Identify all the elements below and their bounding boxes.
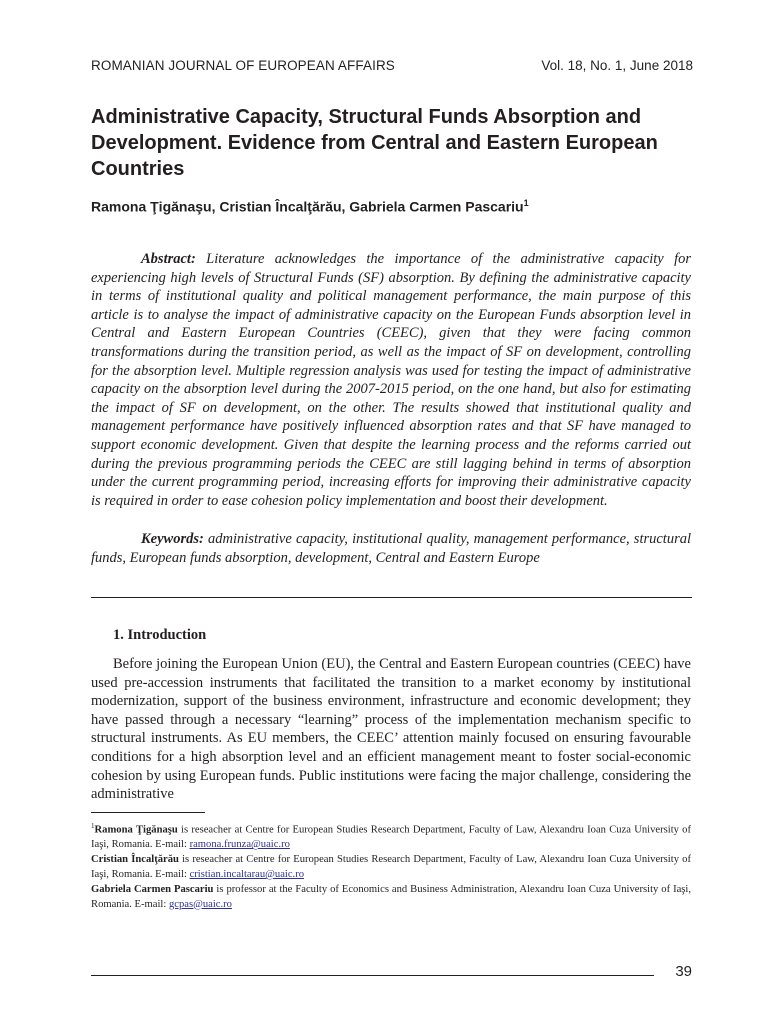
abstract-label: Abstract:: [141, 251, 196, 267]
journal-name: ROMANIAN JOURNAL OF EUROPEAN AFFAIRS: [91, 58, 395, 73]
footnote: [91, 853, 691, 883]
section-divider: [91, 597, 692, 598]
email-link[interactable]: cristian.incaltarau@uaic.ro: [189, 868, 305, 880]
footer-divider: [91, 975, 654, 976]
footnote: [91, 819, 691, 853]
footnote-mark: 1: [91, 822, 95, 830]
footnote-text: is reseacher at Centre for European Studies Research Department, Faculty of Law, Alexandru Ioan Cuza University of Iaşi, Romania. E-mail:: [91, 854, 691, 880]
footnote-text: is professor at the Faculty of Economics and Business Administration, Alexandru Ioan Cuza University of Iaşi, Romania. E-mail:: [91, 883, 692, 910]
abstract-text: Literature acknowledges the importance of the administrative capacity for experiencing high levels of Structural Funds (SF) absorption. By defining the administrative capacity in terms of institutional quality and political management performance, the main purpose of this article is to analyse the impact of administrative capacity on the European Funds absorption level in Central and Eastern European Countries (CEEC), given that they were facing common transformations during the transition period, as well as the impact of SF on development, controlling for the absorption level. Multiple regression analysis was used for testing the impact of administrative capacity on the absorption level during the 2007-2015 period, on the one hand, but also for estimating the impact of SF on development, on the other. The results showed that institutional quality and management performance have positively influenced absorption rates and that SF have managed to support economic development. Given that despite the learning process and the reforms carried out during the previous programming periods the CEEC are still lagging behind in terms of absorption under the current programming period, increasing efforts for improving their administrative capacity is required in order to ease cohesion policy implementation and boost their development.: [91, 251, 691, 509]
introduction-paragraph: Before joining the European Union (EU), the Central and Eastern European countries (CEEC) have used pre-accession instruments that facilitated the transition to a market economy by institutional modernization, support of the business environment, infrastructure and economic development; they have passed through a necessary “learning” process of the implementation mechanism specific to structural instruments. As EU members, the CEEC’ attention mainly focused on ensuring favourable conditions for a high absorption level and an efficient management meant to foster social-economic cohesion by using European funds. Public institutions were facing the major challenge, considering the administrative: [91, 656, 691, 803]
footnote-divider: [91, 812, 205, 813]
volume-info: Vol. 18, No. 1, June 2018: [541, 58, 693, 73]
author-footnote-mark[interactable]: 1: [523, 198, 529, 208]
footnote-text: is reseacher at Centre for European Studies Research Department, Faculty of Law, Alexandru Ioan Cuza University of Iaşi, Romania. E-mail:: [91, 824, 691, 851]
section-heading-introduction: 1. Introduction: [113, 627, 207, 643]
email-link[interactable]: gcpas@uaic.ro: [168, 898, 232, 910]
footnotes: [91, 819, 691, 912]
footnote-author-name: Gabriela Carmen Pascariu: [91, 883, 214, 895]
abstract: [91, 250, 691, 510]
footnote-author-name: Cristian Încalţărău: [91, 854, 179, 866]
footnote-author-name: Ramona Ţigănaşu: [94, 824, 178, 836]
keywords: [91, 530, 691, 567]
article-title: Administrative Capacity, Structural Funds Absorption and Development. Evidence from Central and Eastern European Countries: [91, 106, 658, 180]
email-link[interactable]: ramona.frunza@uaic.ro: [189, 839, 290, 851]
footnote: [91, 883, 691, 913]
author-names: Ramona Ţigănaşu, Cristian Încalţărău, Gabriela Carmen Pascariu: [91, 198, 524, 215]
page-number: 39: [675, 963, 692, 980]
running-header: [91, 56, 693, 78]
keywords-text: administrative capacity, institutional quality, management performance, structural funds, European funds absorption, development, Central and Eastern Europe: [91, 531, 692, 566]
author-list: [91, 198, 691, 215]
keywords-label: Keywords:: [141, 531, 204, 547]
